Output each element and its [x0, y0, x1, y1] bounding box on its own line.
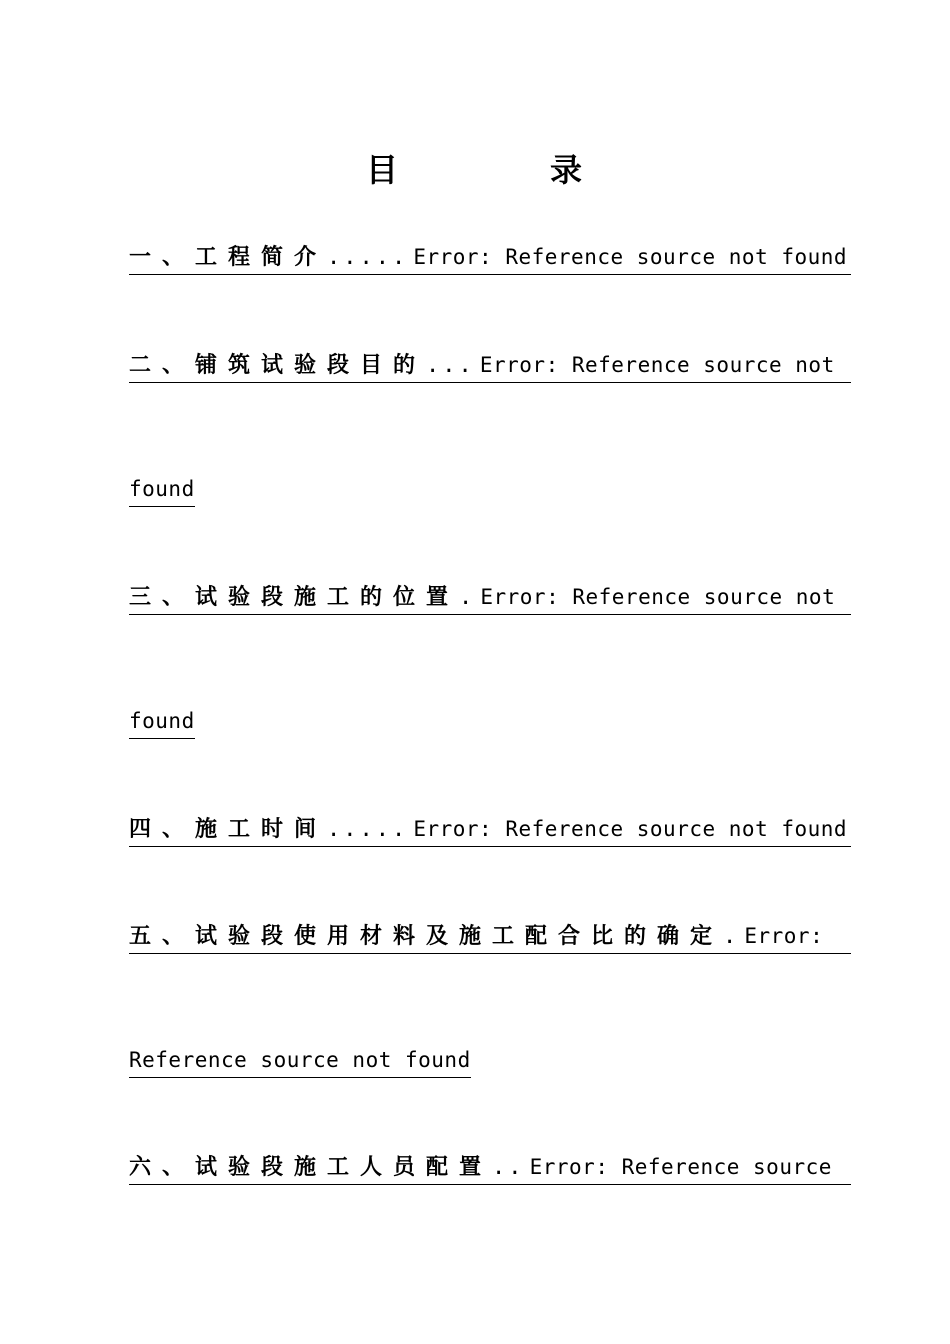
toc-entry[interactable]	[129, 240, 851, 275]
toc-entry-heading: 四、施工时间	[129, 817, 328, 842]
toc-entry-dots: .	[459, 585, 476, 610]
toc-entry[interactable]	[129, 348, 851, 383]
toc-entry-continuation-text: found	[129, 709, 195, 733]
toc-entry[interactable]	[129, 1150, 851, 1185]
toc-title	[0, 148, 950, 192]
toc-entry-continuation-text: Reference source not found	[129, 1048, 471, 1072]
toc-entry-continuation[interactable]	[129, 1043, 471, 1078]
toc-entry-dots: ..	[492, 1155, 525, 1180]
toc-entry-dots: .....	[327, 245, 409, 270]
toc-entry[interactable]	[129, 812, 851, 847]
toc-entry-continuation-text: found	[129, 477, 195, 501]
toc-entry-reference: Error: Reference source	[529, 1155, 832, 1179]
toc-entry-reference: Error: Reference source not	[479, 353, 835, 377]
toc-entry-reference: Error: Reference source not found	[413, 817, 848, 841]
toc-entry-reference: Error: Reference source not	[480, 585, 836, 609]
toc-entry-heading: 六、试验段施工人员配置	[129, 1155, 493, 1180]
toc-entry-heading: 一、工程简介	[129, 245, 328, 270]
toc-entry-dots: .....	[327, 817, 409, 842]
toc-entry-heading: 三、试验段施工的位置	[129, 585, 460, 610]
toc-title-char-2: 录	[550, 151, 585, 189]
toc-entry-heading: 二、铺筑试验段目的	[129, 353, 427, 378]
toc-title-char-1: 目	[365, 151, 400, 189]
toc-entry[interactable]	[129, 580, 851, 615]
toc-entry-dots: .	[723, 924, 740, 949]
toc-entry-heading: 五、试验段使用材料及施工配合比的确定	[129, 924, 724, 949]
toc-entry-reference: Error:	[744, 924, 824, 948]
toc-entry-dots: ...	[426, 353, 475, 378]
toc-entry-reference: Error: Reference source not found	[413, 245, 848, 269]
toc-entry-continuation[interactable]	[129, 704, 195, 739]
toc-entry[interactable]	[129, 919, 851, 954]
toc-entry-continuation[interactable]	[129, 472, 195, 507]
